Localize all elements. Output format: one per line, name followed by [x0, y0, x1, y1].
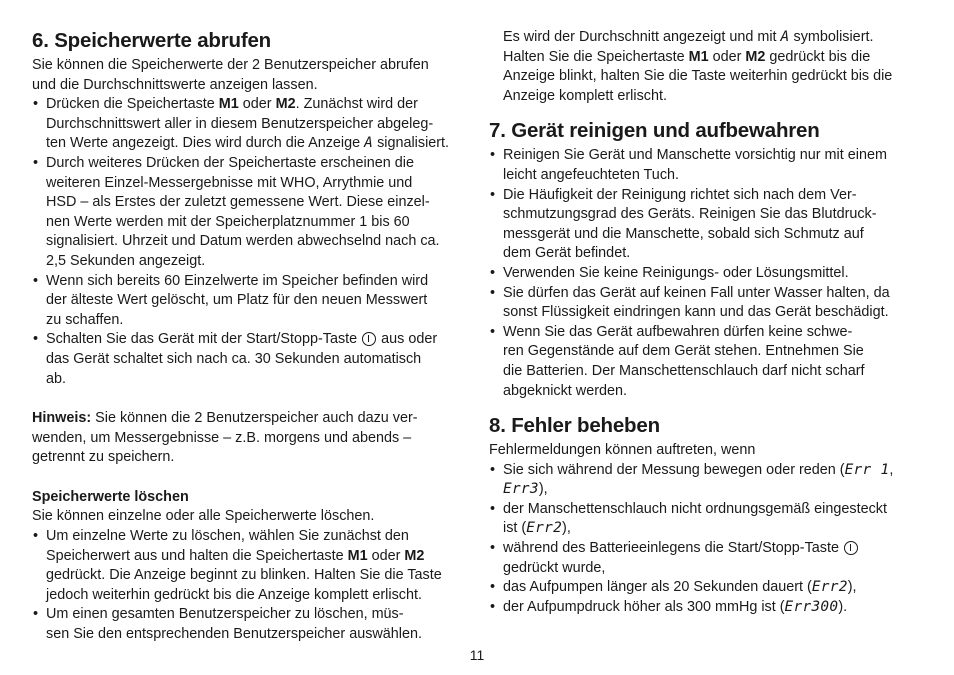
list-item: • Reinigen Sie Gerät und Manschette vorsichtig nur mit einem leicht angefeuchteten Tuch.: [489, 146, 921, 185]
section-8-intro: Fehlermeldungen können auftreten, wenn: [489, 442, 756, 459]
section-7-heading: 7. Gerät reinigen und aufbewahren: [489, 119, 820, 143]
left-column: [32, 28, 468, 645]
list-item: • Sie dürfen das Gerät auf keinen Fall unter Wasser halten, da sonst Flüssigkeit eindringen kann und das Gerät beschädigt.: [489, 284, 921, 323]
delete-intro: Sie können einzelne oder alle Speicherwerte löschen.: [32, 508, 375, 525]
list-item: • der Aufpumpdruck höher als 300 mmHg ist (Err300).: [489, 598, 921, 618]
list-item: • Schalten Sie das Gerät mit der Start/Stopp-Taste aus oder das Gerät schaltet sich nach ca. 30 Sekunden automatisch ab.: [32, 330, 468, 389]
power-icon: [844, 541, 858, 555]
list-item: • das Aufpumpen länger als 20 Sekunden dauert (Err2),: [489, 578, 921, 598]
power-icon: [362, 332, 376, 346]
list-item: • Durch weiteres Drücken der Speichertaste erscheinen die weiteren Einzel-Messergebnisse mit WHO, Arrythmie und HSD – als Erstes der zuletzt gemessene Wert. Diese einzel- nen Werte werden mit der Speicherplatznummer 1 bis 60 signalisiert. Uhrzeit und Datum werden abwechselnd nach ca. 2,5 Sekunden angezeigt.: [32, 154, 468, 272]
list-item: • Sie sich während der Messung bewegen oder reden (Err 1, Err3),: [489, 461, 921, 500]
section-6-intro: Sie können die Speicherwerte der 2 Benutzerspeicher abrufen und die Durchschnittswerte anzeigen lassen.: [32, 57, 429, 93]
section-8-heading: 8. Fehler beheben: [489, 414, 660, 438]
list-item: • Um einen gesamten Benutzerspeicher zu löschen, müs- sen Sie den entsprechenden Benutzerspeicher auswählen.: [32, 605, 468, 644]
section-8-list: [489, 461, 921, 618]
right-column: [489, 28, 921, 617]
section-6-list: [32, 95, 468, 389]
delete-subheading: Speicherwerte löschen: [32, 488, 189, 505]
average-symbol: A: [780, 29, 790, 45]
list-item: • Wenn Sie das Gerät aufbewahren dürfen keine schwe- ren Gegenstände auf dem Gerät stehen. Entnehmen Sie die Batterien. Der Manschettenschlauch darf nicht scharf abgeknickt werden.: [489, 323, 921, 401]
list-item: • Verwenden Sie keine Reinigungs- oder Lösungsmittel.: [489, 264, 921, 284]
error-code-err1: Err 1: [844, 461, 890, 478]
hint-paragraph: Hinweis: Sie können die 2 Benutzerspeicher auch dazu ver- wenden, um Messergebnisse – z.B. morgens und abends – getrennt zu speichern.: [32, 410, 418, 466]
error-code-err3: Err3: [503, 481, 539, 498]
list-item: • Die Häufigkeit der Reinigung richtet sich nach dem Ver- schmutzungsgrad des Geräts. Reinigen Sie das Blutdruck- messgerät und die Manschette, sobald sich Schmutz auf dem Gerät befindet.: [489, 186, 921, 264]
page-number: 11: [469, 647, 485, 663]
error-code-err300: Err300: [784, 598, 839, 615]
section-6-heading: 6. Speicherwerte abrufen: [32, 29, 272, 52]
list-item: • während des Batterieeinlegens die Start/Stopp-Taste gedrückt wurde,: [489, 539, 921, 578]
list-item: • der Manschettenschlauch nicht ordnungsgemäß eingesteckt ist (Err2),: [489, 500, 921, 539]
list-item: • Drücken die Speichertaste M1 oder M2. Zunächst wird der Durchschnittswert aller in diesem Benutzerspeicher abgeleg- ten Werte angezeigt. Dies wird durch die Anzeige A signalisiert.: [32, 95, 468, 154]
error-code-err2: Err2: [526, 520, 563, 537]
error-code-err2: Err2: [811, 579, 848, 596]
list-item: • Um einzelne Werte zu löschen, wählen Sie zunächst den Speicherwert aus und halten die Speichertaste M1 oder M2 gedrückt. Die Anzeige beginnt zu blinken. Halten Sie die Taste jedoch weiterhin gedrückt bis die Anzeige komplett erlischt.: [32, 527, 468, 605]
continuation-paragraph: Es wird der Durchschnitt angezeigt und mit A symbolisiert. Halten Sie die Speichertaste M1 oder M2 gedrückt bis die Anzeige blinkt, halten Sie die Taste weiterhin gedrückt bis die Anzeige komplett erlischt.: [503, 29, 893, 104]
section-7-list: [489, 146, 921, 401]
list-item: • Wenn sich bereits 60 Einzelwerte im Speicher befinden wird der älteste Wert gelöscht, um Platz für den neuen Messwert zu schaffen.: [32, 272, 468, 331]
delete-list: [32, 527, 468, 645]
average-symbol: A: [364, 135, 374, 152]
